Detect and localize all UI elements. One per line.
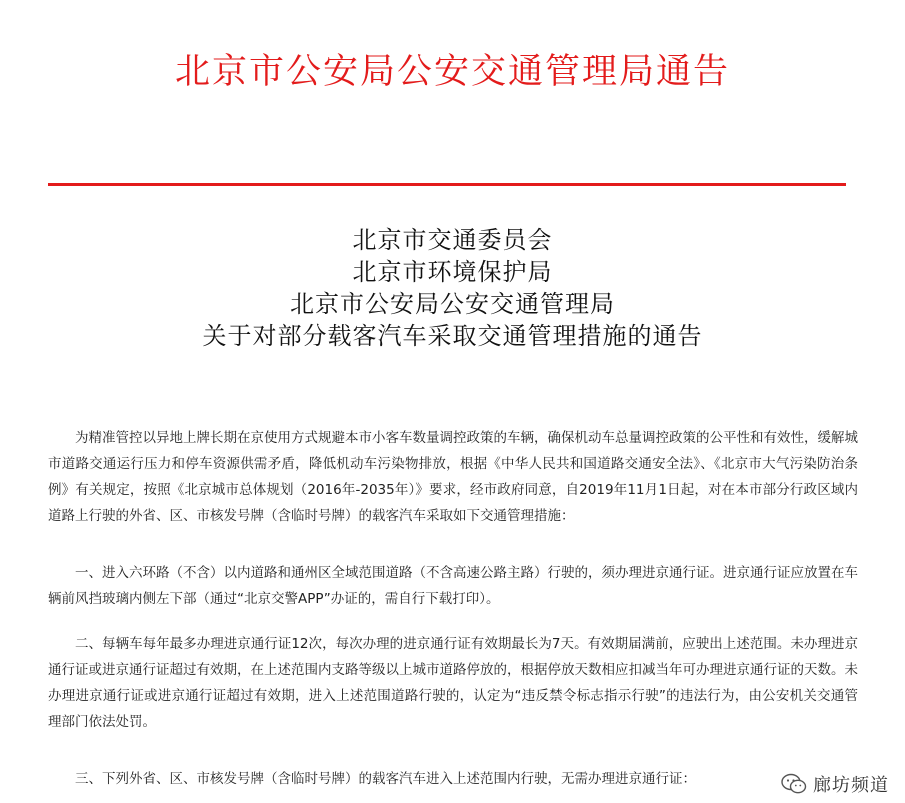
issuer-traffic-bureau: 北京市公安局公安交通管理局 [290,290,615,318]
notice-title: 关于对部分载客汽车采取交通管理措施的通告 [202,322,703,350]
wechat-icon [781,773,807,795]
paragraph-three: 三、下列外省、区、市核发号牌（含临时号牌）的载客汽车进入上述范围内行驶，无需办理进京通行证： [75,771,696,787]
issuer-environment-bureau: 北京市环境保护局 [352,258,553,286]
paragraph-two: 二、每辆车每年最多办理进京通行证12次，每次办理的进京通行证有效期最长为7天。有效期届满前，应驶出上述范围。未办理进京通行证或进京通行证超过有效期，在上述范围内支路等级以上城市道路停放的，根据停放天数相应扣减当年可办理进京通行证的天数。未办理进京通行证或进京通行证超过有效期，进入上述范围道路行驶的，认定为“违反禁令标志指示行驶”的违法行为，由公安机关交通管理部门依法处罚。 [48,636,858,730]
red-divider [48,183,846,186]
issuer-transport-commission: 北京市交通委员会 [352,226,553,254]
watermark-text: 廊坊频道 [813,775,889,796]
source-watermark [777,769,893,799]
paragraph-one: 一、进入六环路（不含）以内道路和通州区全域范围道路（不含高速公路主路）行驶的，须办理进京通行证。进京通行证应放置在车辆前风挡玻璃内侧左下部（通过“北京交警APP”办证的，需自行下载打印）。 [48,565,858,607]
masthead-title: 北京市公安局公安交通管理局通告 [174,52,730,92]
paragraph-intro: 为精准管控以异地上牌长期在京使用方式规避本市小客车数量调控政策的车辆，确保机动车总量调控政策的公平性和有效性，缓解城市道路交通运行压力和停车资源供需矛盾，降低机动车污染物排放，根据《中华人民共和国道路交通安全法》、《北京市大气污染防治条例》有关规定，按照《北京城市总体规划（2016年-2035年）》要求，经市政府同意，自2019年11月1日起，对在本市部分行政区域内道路上行驶的外省、区、市核发号牌（含临时号牌）的载客汽车采取如下交通管理措施： [48,430,858,524]
issuer-block [0,224,905,352]
